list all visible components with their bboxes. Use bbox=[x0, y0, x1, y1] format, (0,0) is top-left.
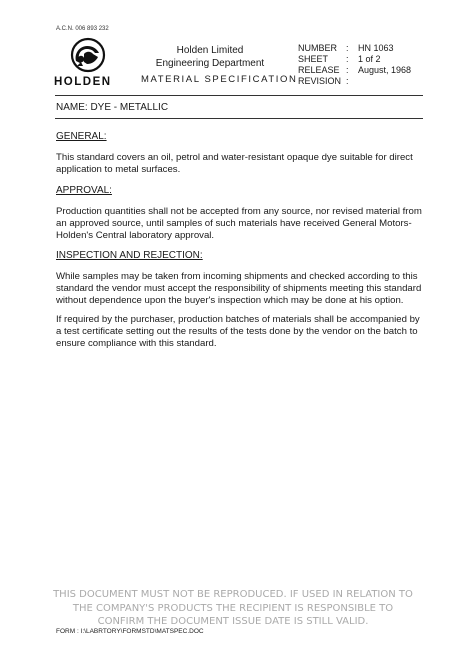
document-meta bbox=[298, 43, 411, 87]
meta-row-sheet bbox=[298, 54, 411, 65]
company-block bbox=[140, 44, 280, 70]
meta-sep: : bbox=[346, 65, 349, 75]
meta-value: 1 of 2 bbox=[358, 54, 381, 64]
meta-key: NUMBER bbox=[298, 43, 338, 53]
meta-sep: : bbox=[346, 54, 349, 64]
company-name: Holden Limited bbox=[176, 45, 244, 56]
inspection-heading: INSPECTION AND REJECTION: bbox=[56, 250, 203, 261]
meta-key: RELEASE bbox=[298, 65, 340, 75]
meta-value: August, 1968 bbox=[358, 65, 412, 75]
reproduction-notice bbox=[30, 588, 436, 629]
meta-key: REVISION bbox=[298, 76, 342, 86]
inspection-text-2: If required by the purchaser, production batches of materials shall be accompanied by a test certificate setting out the results of the tests done by the vendor on the batch to ensure compliance with this standard. bbox=[56, 314, 420, 349]
general-heading: GENERAL: bbox=[56, 131, 107, 142]
company-department: Engineering Department bbox=[155, 58, 265, 69]
meta-row-revision bbox=[298, 76, 411, 87]
spec-title: MATERIAL SPECIFICATION bbox=[141, 74, 298, 85]
header-divider-bottom bbox=[55, 118, 423, 119]
meta-sep: : bbox=[346, 76, 349, 86]
form-path: FORM : I:\LABRTORY\FORMSTD\MATSPEC.DOC bbox=[56, 628, 204, 635]
meta-row-release bbox=[298, 65, 411, 76]
approval-text: Production quantities shall not be accepted from any source, nor revised material from an approved source, until samples of such materials have received General Motors-Holden's Central laboratory approval. bbox=[56, 206, 422, 241]
approval-heading: APPROVAL: bbox=[56, 185, 112, 196]
meta-row-number bbox=[298, 43, 411, 54]
notice-line-2: THE COMPANY'S PRODUCTS THE RECIPIENT IS RESPONSIBLE TO bbox=[72, 602, 394, 614]
general-text: This standard covers an oil, petrol and water-resistant opaque dye suitable for direct application to metal surfaces. bbox=[56, 152, 413, 175]
acn-number: A.C.N. 006 893 232 bbox=[56, 26, 109, 32]
meta-value: HN 1063 bbox=[358, 43, 394, 53]
inspection-text-1: While samples may be taken from incoming shipments and checked according to this standard the vendor must accept the responsibility of shipments meeting this standard without dependence upon the buyer's inspection which may be done at his option. bbox=[56, 271, 422, 306]
brand-wordmark: HOLDEN bbox=[54, 76, 112, 88]
material-name: NAME: DYE - METALLIC bbox=[56, 102, 169, 113]
header-divider-top bbox=[55, 95, 423, 96]
notice-line-3: CONFIRM THE DOCUMENT ISSUE DATE IS STILL VALID. bbox=[97, 616, 369, 627]
meta-sep: : bbox=[346, 43, 349, 53]
notice-line-1: THIS DOCUMENT MUST NOT BE REPRODUCED. IF USED IN RELATION TO bbox=[53, 589, 413, 600]
meta-key: SHEET bbox=[298, 54, 329, 64]
